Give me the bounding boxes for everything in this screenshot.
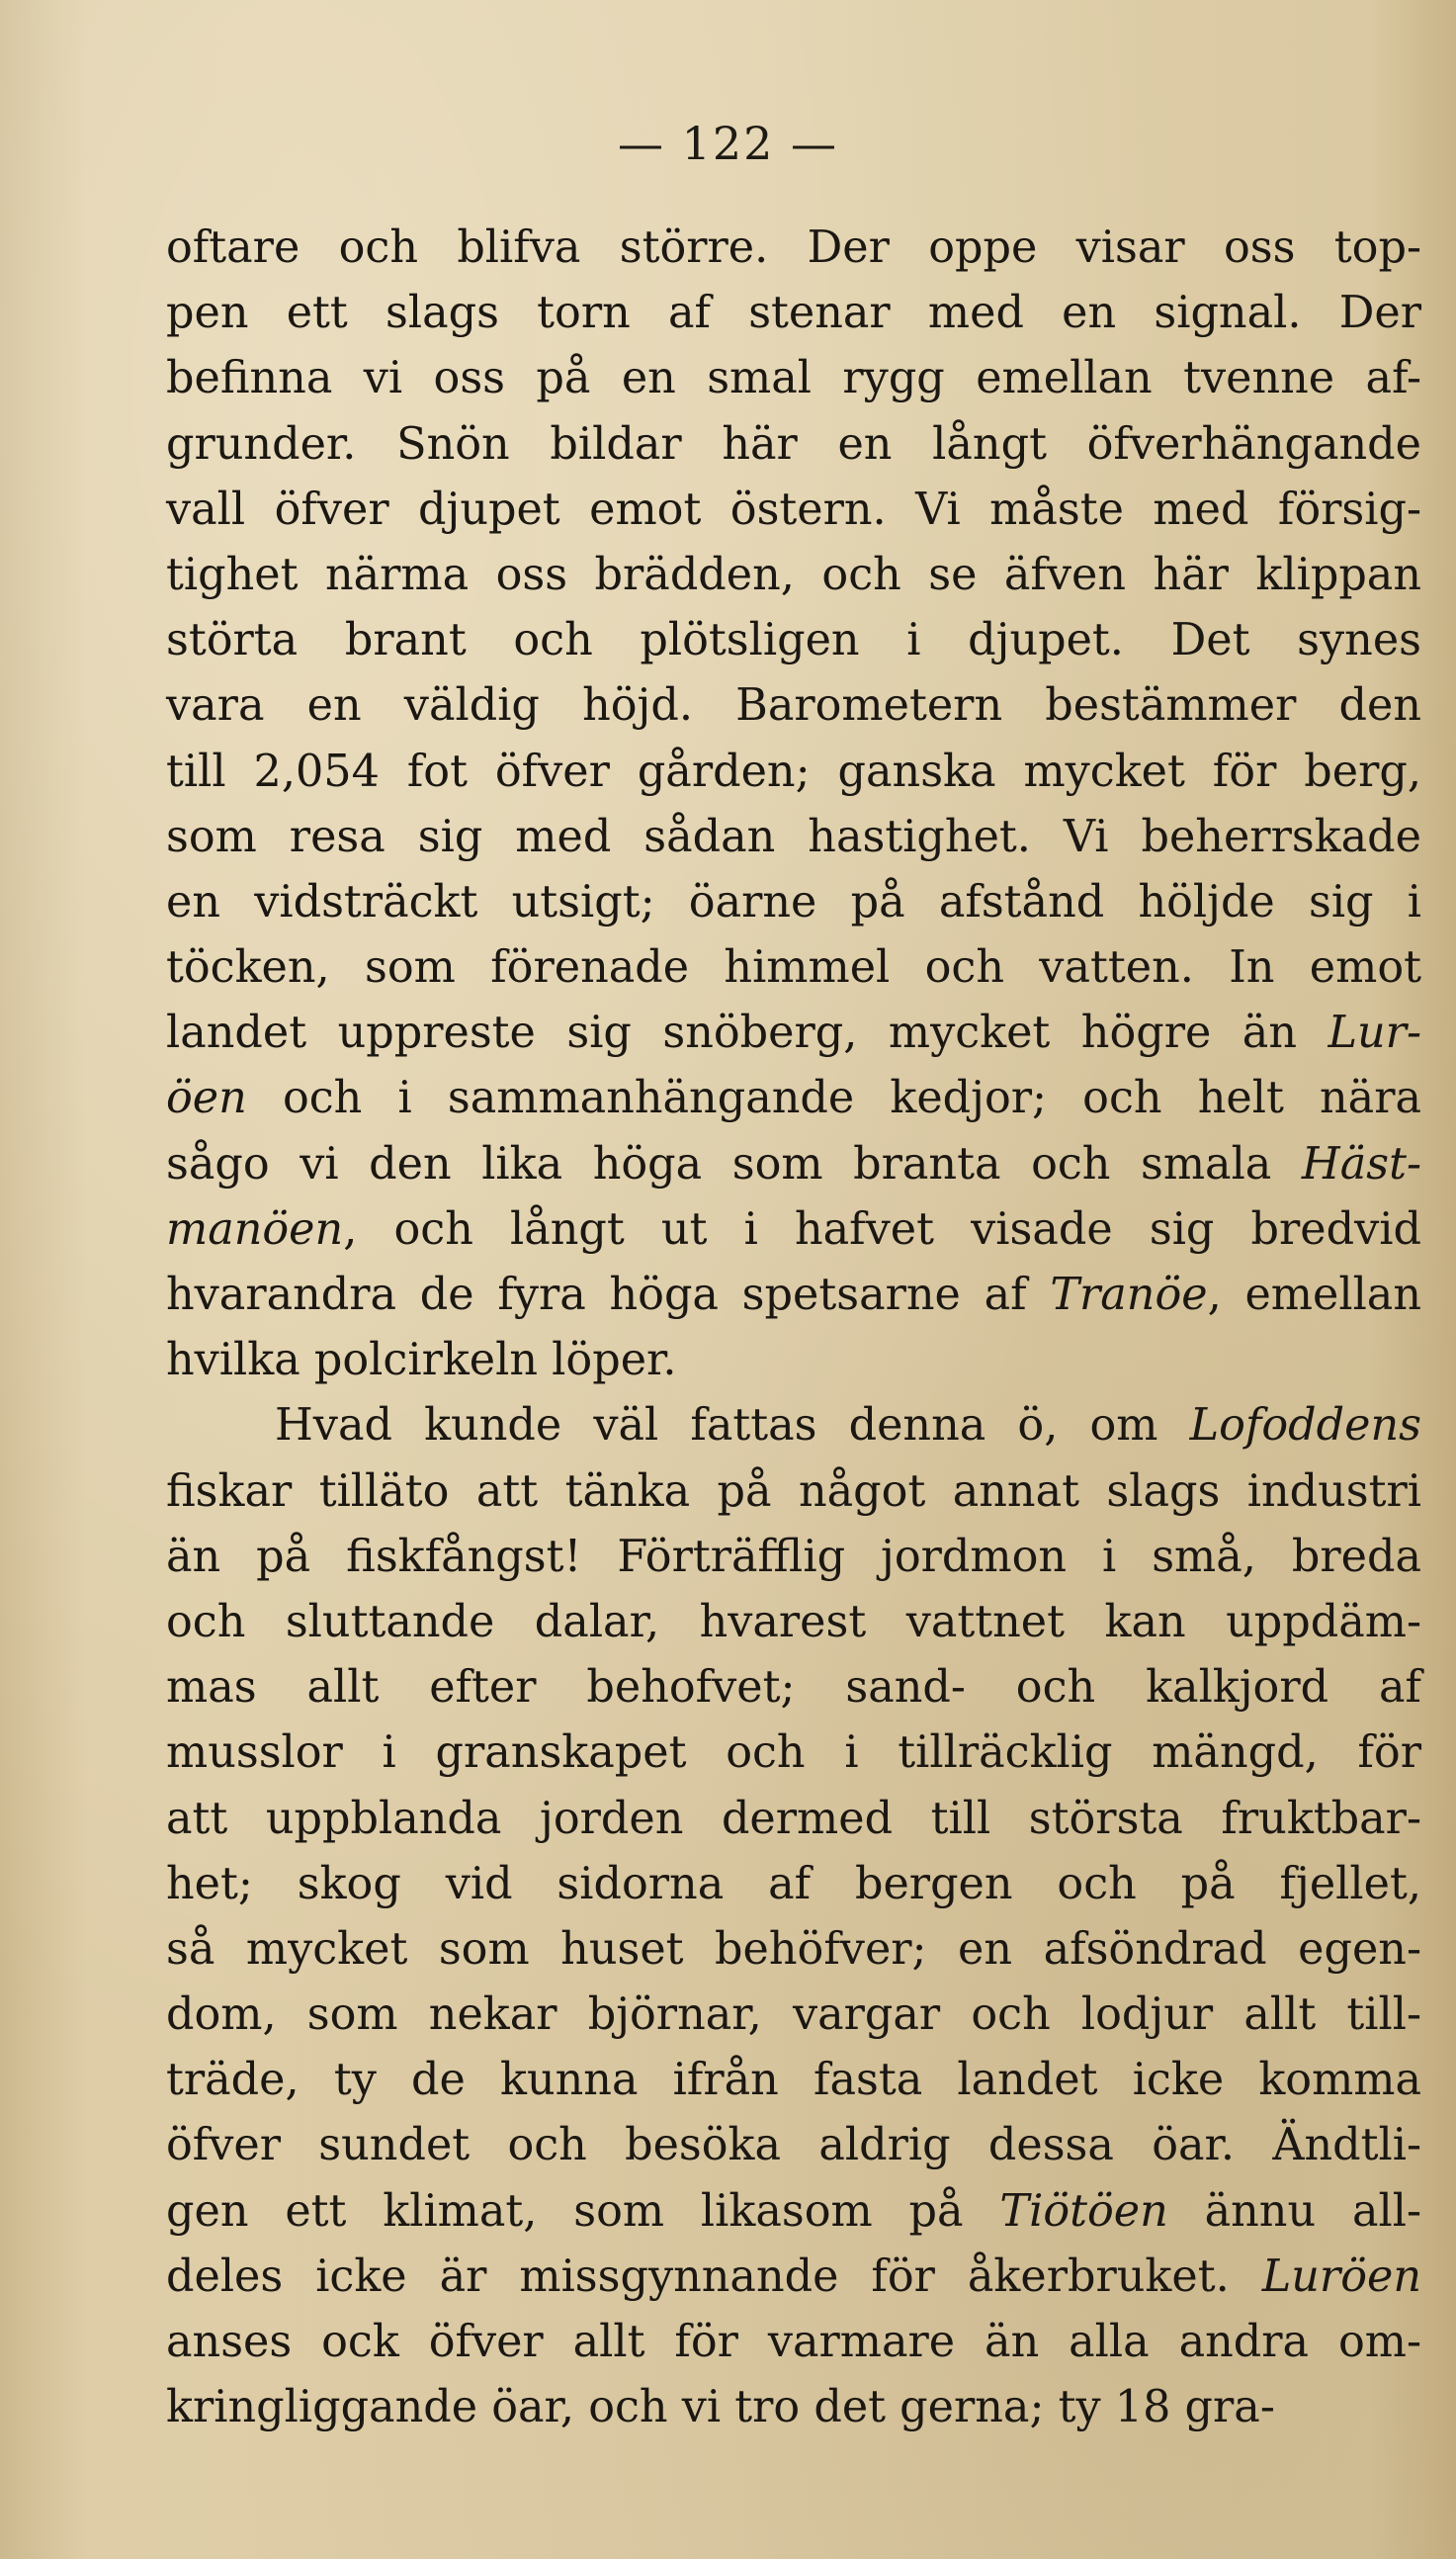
text-line	[166, 1459, 1421, 1525]
text-run: befinna vi oss på en smal rygg emellan tvenne af-	[166, 353, 1421, 404]
italic-name: Lofoddens	[1189, 1400, 1421, 1452]
text-line	[166, 1001, 1421, 1066]
text-run: oftare och blifva större. Der oppe visar oss top-	[166, 222, 1421, 273]
text-run: ännu all-	[1167, 2185, 1421, 2237]
text-run: en vidsträckt utsigt; öarne på afstånd höljde sig i	[166, 876, 1421, 927]
text-run: het; skog vid sidorna af bergen och på fjellet,	[166, 1858, 1421, 1909]
text-run: pen ett slags torn af stenar med en signal. Der	[166, 288, 1421, 339]
text-run: hvarandra de fyra höga spetsarne af	[166, 1270, 1051, 1320]
text-run: Hvad kunde väl fattas denna ö, om	[275, 1400, 1190, 1452]
text-line	[166, 1066, 1421, 1131]
text-line	[166, 1132, 1421, 1197]
text-line	[166, 1590, 1421, 1655]
text-run: och i sammanhängande kedjor; och helt nära	[246, 1073, 1421, 1124]
text-run: tighet närma oss brädden, och se äfven här klippan	[166, 549, 1421, 600]
text-run: hvilka polcirkeln löper.	[166, 1335, 677, 1386]
italic-name: manöen	[166, 1203, 344, 1255]
italic-name: Tiötöen	[999, 2185, 1168, 2237]
text-line	[166, 673, 1421, 739]
text-line	[166, 608, 1421, 673]
text-line	[166, 1328, 1421, 1393]
text-run: vara en väldig höjd. Barometern bestämmer den	[166, 680, 1421, 732]
text-line	[166, 1263, 1421, 1328]
text-run: öfver sundet och besöka aldrig dessa öar. Ändtli-	[166, 2120, 1421, 2171]
italic-name: Häst-	[1301, 1138, 1421, 1190]
text-line	[166, 870, 1421, 935]
text-run: , emellan	[1207, 1270, 1421, 1320]
page-number: — 122 —	[617, 117, 839, 170]
text-line	[166, 2179, 1421, 2245]
text-run: dom, som nekar björnar, vargar och lodjur allt till-	[166, 1989, 1421, 2041]
text-run: töcken, som förenade himmel och vatten. In emot	[166, 942, 1421, 994]
text-line	[166, 740, 1421, 805]
text-line	[166, 2310, 1421, 2375]
text-run: så mycket som huset behöfver; en afsöndrad egen-	[166, 1923, 1421, 1975]
italic-name: öen	[166, 1073, 247, 1124]
text-line	[166, 1721, 1421, 1786]
text-run: landet uppreste sig snöberg, mycket högre än	[166, 1008, 1328, 1059]
text-line	[166, 2048, 1421, 2113]
text-run: gen ett klimat, som likasom på	[166, 2185, 1000, 2237]
text-run: fiskar tilläto att tänka på något annat slags industri	[166, 1465, 1421, 1517]
text-line	[166, 1525, 1421, 1590]
text-run: vall öfver djupet emot östern. Vi måste med försig-	[166, 484, 1421, 535]
text-run: störta brant och plötsligen i djupet. Det synes	[166, 615, 1421, 666]
text-run: , och långt ut i hafvet visade sig bredvid	[343, 1203, 1421, 1255]
italic-name: Luröen	[1261, 2250, 1421, 2302]
text-run: anses ock öfver allt för varmare än alla andra om-	[166, 2317, 1421, 2367]
text-run: och sluttande dalar, hvarest vattnet kan uppdäm-	[166, 1596, 1421, 1647]
text-run: som resa sig med sådan hastighet. Vi beherrskade	[166, 811, 1421, 862]
text-line	[166, 935, 1421, 1001]
text-run: deles icke är missgynnande för åkerbruket.	[166, 2250, 1262, 2302]
text-run: än på fiskfångst! Förträfflig jordmon i små, breda	[166, 1531, 1421, 1582]
text-line	[166, 805, 1421, 870]
text-line	[166, 1983, 1421, 2048]
text-line	[166, 1787, 1421, 1852]
text-line	[166, 543, 1421, 608]
text-run: kringliggande öar, och vi tro det gerna; ty 18 gra-	[166, 2382, 1275, 2433]
text-line	[166, 1655, 1421, 1721]
text-line	[166, 2113, 1421, 2178]
text-run: mas allt efter behofvet; sand- och kalkjord af	[166, 1662, 1421, 1714]
text-line	[166, 2245, 1421, 2310]
text-line	[166, 412, 1421, 478]
text-run: träde, ty de kunna ifrån fasta landet icke komma	[166, 2055, 1421, 2106]
text-line	[166, 1852, 1421, 1917]
text-run: att uppblanda jorden dermed till största fruktbar-	[166, 1793, 1421, 1844]
text-run: till 2,054 fot öfver gården; ganska mycket för berg,	[166, 746, 1421, 797]
text-run: grunder. Snön bildar här en långt öfverhängande	[166, 418, 1421, 470]
italic-name: Tranöe	[1050, 1270, 1208, 1320]
text-run: sågo vi den lika höga som branta och smala	[166, 1138, 1302, 1190]
body-text	[166, 216, 1421, 2440]
text-line	[166, 478, 1421, 543]
text-line	[166, 1197, 1421, 1263]
text-line	[166, 1393, 1421, 1458]
text-line	[166, 216, 1421, 281]
text-run: musslor i granskapet och i tillräcklig mängd, för	[166, 1727, 1421, 1779]
italic-name: Lur-	[1328, 1008, 1421, 1059]
text-line	[166, 281, 1421, 346]
text-line	[166, 346, 1421, 411]
text-line	[166, 2375, 1421, 2440]
text-line	[166, 1917, 1421, 1983]
